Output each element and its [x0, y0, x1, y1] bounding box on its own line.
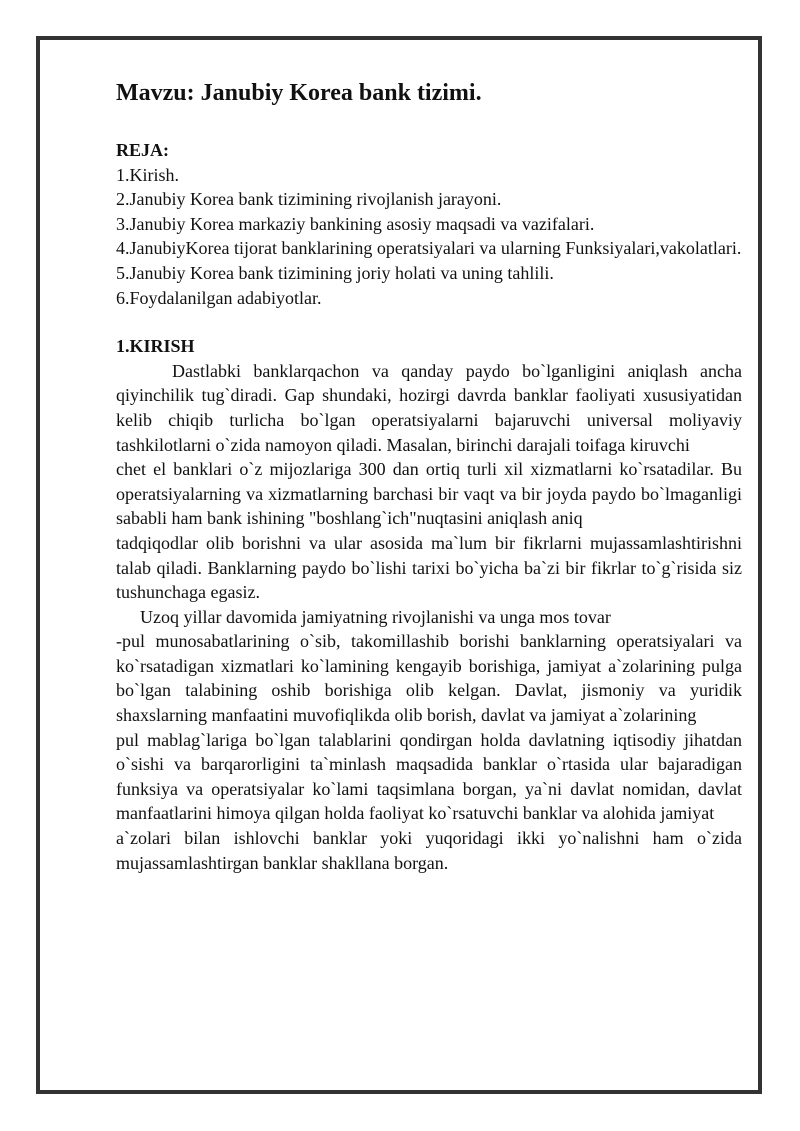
body-paragraph: Uzoq yillar davomida jamiyatning rivojlanishi va unga mos tovar	[140, 606, 611, 627]
body-paragraph: Dastlabki banklarqachon va qanday paydo bo`lganligini aniqlash ancha qiyinchilik tug`diradi. Gap shundaki, hozirgi davrda banklar faoliyati xususiyatidan kelib chiqib turlicha bo`lgan operatsiyalarni bajaruvchi universal moliyaviy tashkilotlarni o`zida namoyon qiladi. Masalan, birinchi darajali toifaga kiruvchi	[116, 360, 742, 455]
body-paragraph: chet el banklari o`z mijozlariga 300 dan ortiq turli xil xizmatlarni ko`rsatadilar. Bu operatsiyalarning va xizmatlarning barchasi bir vaqt va bir joyda paydo bo`lmaganligi sababli ham bank ishining "boshlang`ich"nuqtasini aniqlash aniq	[116, 459, 742, 529]
plan-item: 4.JanubiyKorea tijorat banklarining operatsiyalari va ularning Funksiyalari,vakolatlari.	[116, 238, 742, 259]
plan-item: 1.Kirish.	[116, 164, 179, 185]
plan-heading: REJA:	[116, 140, 169, 160]
body-paragraph: -pul munosabatlarining o`sib, takomillashib borishi banklarning operatsiyalari va ko`rsatadigan xizmatlari ko`lamining kengayib borishiga, jamiyat a`zolarining pulga bo`lgan talabining oshib borishiga olib kelgan. Davlat, jismoniy va yuridik shaxslarning manfaatini muvofiqlikda olib borish, davlat va jamiyat a`zolarining	[116, 631, 742, 726]
document-body	[116, 78, 742, 875]
plan-item: 6.Foydalanilgan adabiyotlar.	[116, 287, 322, 308]
plan-item: 5.Janubiy Korea bank tizimining joriy holati va uning tahlili.	[116, 262, 554, 283]
body-paragraph: pul mablag`lariga bo`lgan talablarini qondirgan holda davlatning iqtisodiy jihatdan o`sishi va barqarorligini ta`minlash maqsadida banklar o`rtasida ular bajaradigan funksiya va operatsiyalar ko`lami taqsimlana borgan, ya`ni davlat nomidan, davlat manfaatlarini himoya qilgan holda faoliyat ko`rsatuvchi banklar va alohida jamiyat	[116, 729, 742, 824]
plan-list	[116, 163, 742, 311]
plan-item: 2.Janubiy Korea bank tizimining rivojlanish jarayoni.	[116, 189, 502, 210]
plan-item: 3.Janubiy Korea markaziy bankining asosiy maqsadi va vazifalari.	[116, 213, 595, 234]
document-title: Mavzu: Janubiy Korea bank tizimi.	[116, 80, 482, 106]
body-paragraph: a`zolari bilan ishlovchi banklar yoki yuqoridagi ikki yo`nalishni ham o`zida mujassamlashtirgan banklar shakllana borgan.	[116, 828, 742, 873]
section-heading: 1.KIRISH	[116, 336, 195, 357]
body-paragraph: tadqiqodlar olib borishni va ular asosida ma`lum bir fikrlarni mujassamlashtirishni talab qiladi. Banklarning paydo bo`lishi tarixi bo`yicha ba`zi bir fikrlar to`g`risida siz tushunchaga egasiz.	[116, 532, 742, 603]
